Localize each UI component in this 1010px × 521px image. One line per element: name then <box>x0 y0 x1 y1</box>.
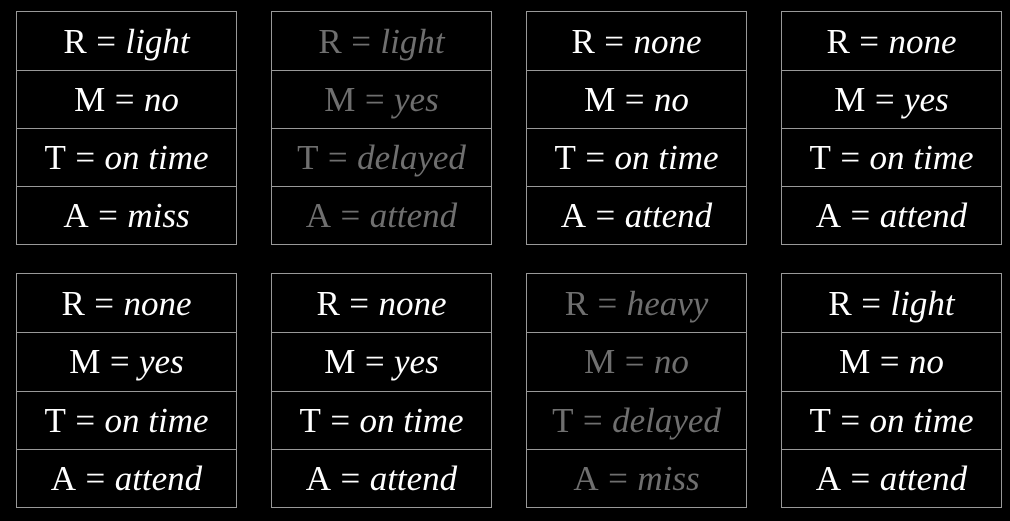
variable-letter: M <box>324 80 356 119</box>
variable-value: miss <box>127 196 190 235</box>
equals-sign: = <box>330 400 351 440</box>
assignment-row <box>782 274 1001 332</box>
equals-sign: = <box>608 458 628 498</box>
variable-letter: A <box>305 196 332 235</box>
variable-letter: R <box>61 283 85 323</box>
variable-value: miss <box>637 458 700 498</box>
equals-sign: = <box>850 196 871 235</box>
equals-sign: = <box>340 458 361 498</box>
variable-letter: M <box>839 342 871 382</box>
assignment-row <box>17 391 236 449</box>
assignment-row <box>272 332 491 390</box>
variable-value: delayed <box>612 400 721 440</box>
equals-sign: = <box>624 80 645 119</box>
assignment-row <box>527 274 746 332</box>
variable-value: none <box>633 21 702 61</box>
possible-world-card-7 <box>526 273 747 508</box>
variable-letter: M <box>69 342 101 382</box>
assignment-row <box>782 128 1001 186</box>
variable-letter: A <box>815 196 842 235</box>
equals-sign: = <box>861 283 881 323</box>
equals-sign: = <box>96 21 116 61</box>
variable-letter: A <box>305 458 332 498</box>
assignment-row <box>17 128 236 186</box>
equals-sign: = <box>75 400 96 440</box>
equals-sign: = <box>840 138 861 177</box>
variable-letter: T <box>44 400 66 440</box>
assignment-row <box>272 186 491 244</box>
variable-value: attend <box>369 458 458 498</box>
variable-letter: R <box>571 21 595 61</box>
variable-value: light <box>125 21 190 61</box>
variable-value: on time <box>869 400 974 440</box>
variable-letter: M <box>834 80 866 119</box>
assignment-row <box>17 332 236 390</box>
possible-world-card-8 <box>781 273 1002 508</box>
variable-letter: R <box>828 283 852 323</box>
equals-sign: = <box>98 196 118 235</box>
assignment-row <box>17 12 236 70</box>
possible-world-card-5 <box>16 273 237 508</box>
variable-value: yes <box>394 342 439 382</box>
assignment-row <box>272 449 491 507</box>
assignment-row <box>17 449 236 507</box>
variable-value: on time <box>104 400 209 440</box>
assignment-row <box>782 12 1001 70</box>
variable-value: no <box>653 342 689 382</box>
variable-value: delayed <box>357 138 466 177</box>
variable-letter: A <box>63 196 89 235</box>
equals-sign: = <box>597 283 618 323</box>
equals-sign: = <box>859 21 880 61</box>
assignment-row <box>782 70 1001 128</box>
equals-sign: = <box>364 342 385 382</box>
variable-value: on time <box>104 138 209 177</box>
variable-value: attend <box>114 458 203 498</box>
equals-sign: = <box>94 283 115 323</box>
variable-letter: T <box>554 138 576 177</box>
assignment-row <box>527 128 746 186</box>
equals-sign: = <box>879 342 900 382</box>
equals-sign: = <box>874 80 895 119</box>
possible-world-card-1 <box>16 11 237 245</box>
assignment-row <box>527 70 746 128</box>
variable-value: light <box>890 283 955 323</box>
assignment-row <box>527 332 746 390</box>
assignment-row <box>782 186 1001 244</box>
variable-letter: M <box>324 342 356 382</box>
possible-worlds-grid <box>16 11 1002 508</box>
variable-letter: R <box>564 283 589 323</box>
variable-letter: T <box>297 138 319 177</box>
variable-value: yes <box>904 80 949 119</box>
assignment-row <box>527 391 746 449</box>
assignment-row <box>17 70 236 128</box>
assignment-row <box>527 12 746 70</box>
variable-value: attend <box>879 458 968 498</box>
variable-letter: R <box>318 21 342 61</box>
variable-value: no <box>653 80 689 119</box>
variable-letter: T <box>44 138 66 177</box>
equals-sign: = <box>840 400 861 440</box>
variable-letter: M <box>584 80 616 119</box>
variable-value: on time <box>614 138 719 177</box>
variable-value: no <box>908 342 944 382</box>
possible-world-card-3 <box>526 11 747 245</box>
assignment-row <box>17 186 236 244</box>
variable-letter: T <box>809 400 831 440</box>
variable-letter: T <box>299 400 321 440</box>
possible-world-card-6 <box>271 273 492 508</box>
variable-value: light <box>380 21 445 61</box>
assignment-row <box>782 332 1001 390</box>
variable-value: no <box>143 80 179 119</box>
equals-sign: = <box>364 80 385 119</box>
assignment-row <box>272 128 491 186</box>
equals-sign: = <box>595 196 616 235</box>
variable-letter: M <box>74 80 106 119</box>
equals-sign: = <box>327 138 348 177</box>
assignment-row <box>782 449 1001 507</box>
variable-value: heavy <box>626 283 709 323</box>
equals-sign: = <box>850 458 871 498</box>
variable-value: none <box>123 283 192 323</box>
assignment-row <box>782 391 1001 449</box>
equals-sign: = <box>75 138 96 177</box>
variable-value: none <box>378 283 447 323</box>
equals-sign: = <box>604 21 625 61</box>
variable-letter: A <box>50 458 77 498</box>
variable-letter: M <box>584 342 616 382</box>
variable-value: on time <box>869 138 974 177</box>
equals-sign: = <box>585 138 606 177</box>
assignment-row <box>272 391 491 449</box>
variable-letter: A <box>573 458 599 498</box>
variable-letter: R <box>63 21 87 61</box>
variable-letter: T <box>552 400 574 440</box>
variable-value: attend <box>369 196 458 235</box>
equals-sign: = <box>109 342 130 382</box>
variable-letter: R <box>826 21 850 61</box>
variable-value: none <box>888 21 957 61</box>
assignment-row <box>272 274 491 332</box>
variable-letter: R <box>316 283 340 323</box>
assignment-row <box>527 449 746 507</box>
variable-value: attend <box>624 196 713 235</box>
variable-value: yes <box>394 80 439 119</box>
equals-sign: = <box>624 342 645 382</box>
assignment-row <box>272 12 491 70</box>
variable-letter: A <box>815 458 842 498</box>
equals-sign: = <box>114 80 135 119</box>
assignment-row <box>527 186 746 244</box>
possible-world-card-4 <box>781 11 1002 245</box>
variable-letter: T <box>809 138 831 177</box>
equals-sign: = <box>85 458 106 498</box>
equals-sign: = <box>351 21 371 61</box>
equals-sign: = <box>340 196 361 235</box>
variable-value: on time <box>359 400 464 440</box>
assignment-row <box>272 70 491 128</box>
variable-letter: A <box>560 196 587 235</box>
equals-sign: = <box>349 283 370 323</box>
equals-sign: = <box>582 400 603 440</box>
variable-value: attend <box>879 196 968 235</box>
assignment-row <box>17 274 236 332</box>
variable-value: yes <box>139 342 184 382</box>
possible-world-card-2 <box>271 11 492 245</box>
